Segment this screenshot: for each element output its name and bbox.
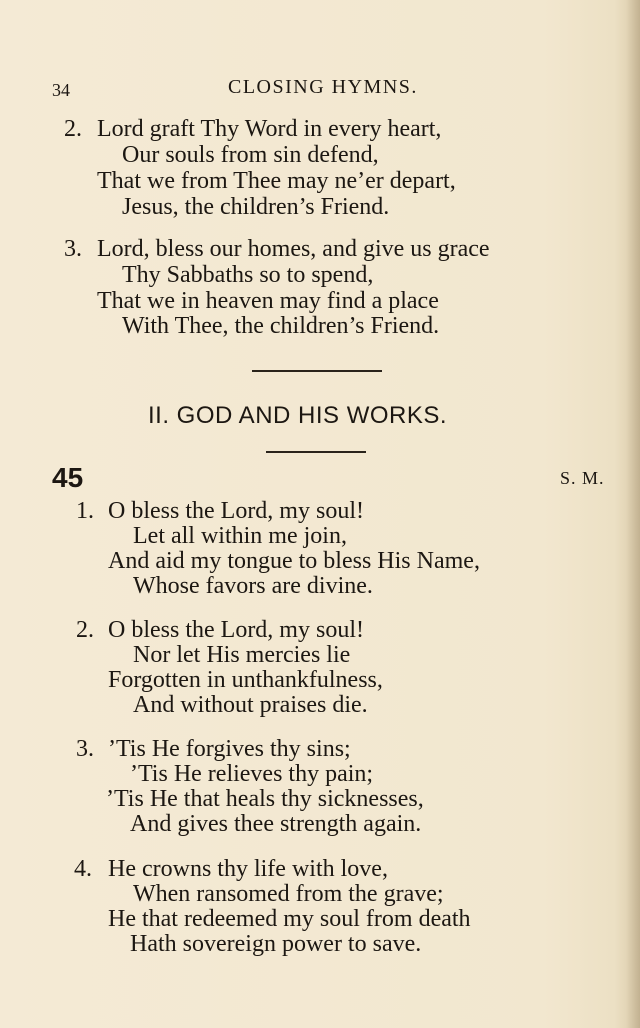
verse-number: 3. [64,236,82,262]
verse-line: Lord, bless our homes, and give us grace [97,236,490,262]
verse-line: He crowns thy life with love, [108,856,388,882]
verse-line: Thy Sabbaths so to spend, [122,262,374,288]
verse-number: 2. [76,617,94,643]
verse-line: He that redeemed my soul from death [108,906,471,932]
verse-line: Our souls from sin defend, [122,142,379,168]
page-number: 34 [52,80,70,100]
hymn-meter: S. M. [560,468,605,488]
hymn-number: 45 [52,462,84,493]
running-title: CLOSING HYMNS. [228,76,418,98]
verse-line: And without praises die. [133,692,368,718]
verse-line: Let all within me join, [133,523,347,549]
verse-line: Whose favors are divine. [133,573,373,599]
verse-line: Forgotten in unthankfulness, [108,667,383,693]
verse-line: That we in heaven may find a place [97,288,439,314]
verse-line: That we from Thee may ne’er depart, [97,168,456,194]
section-title: II. GOD AND HIS WORKS. [148,402,448,429]
section-divider-top [252,370,382,372]
verse-line: Hath sovereign power to save. [130,931,422,957]
verse-line: O bless the Lord, my soul! [108,617,364,643]
verse-line: ’Tis He forgives thy sins; [108,736,351,762]
verse-number: 1. [76,498,94,524]
section-divider-bottom [266,451,366,453]
verse-line: And gives thee strength again. [130,811,422,837]
verse-line: When ransomed from the grave; [133,881,444,907]
verse-line: And aid my tongue to bless His Name, [108,548,480,574]
verse-line: Jesus, the children’s Friend. [122,194,390,220]
verse-number: 2. [64,116,82,142]
verse-line: O bless the Lord, my soul! [108,498,364,524]
verse-line: With Thee, the children’s Friend. [122,313,440,339]
verse-number: 3. [76,736,94,762]
verse-number: 4. [74,856,92,882]
page-edge-shadow [626,0,640,1028]
verse-line: ’Tis He relieves thy pain; [130,761,374,787]
verse-line: ’Tis He that heals thy sicknesses, [106,786,424,812]
page-header [0,76,640,102]
verse-line: Nor let His mercies lie [133,642,351,668]
verse-line: Lord graft Thy Word in every heart, [97,116,442,142]
